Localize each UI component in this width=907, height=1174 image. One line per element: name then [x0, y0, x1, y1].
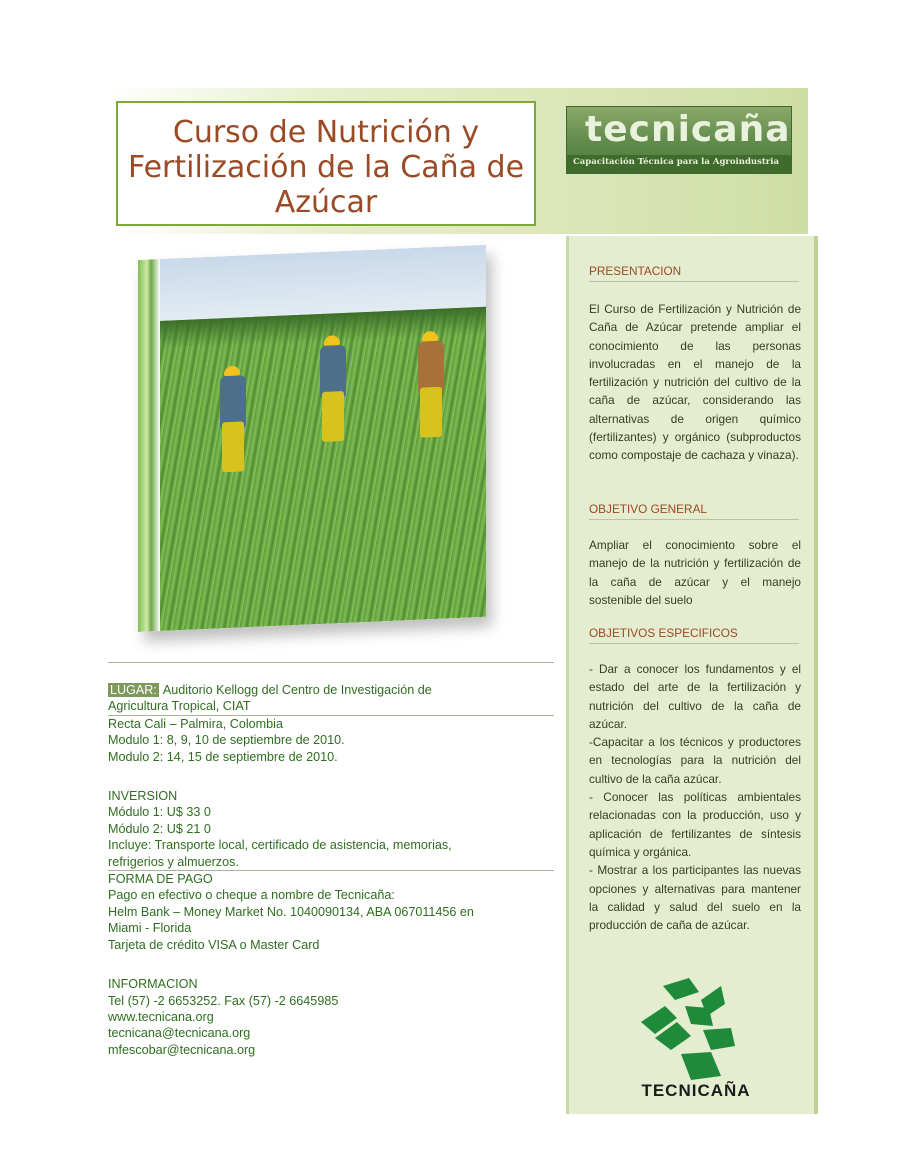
venue-line [108, 682, 554, 698]
venue-text: Auditorio Kellogg del Centro de Investigación de [162, 683, 432, 697]
presentacion-text: El Curso de Fertilización y Nutrición de Caña de Azúcar pretende ampliar el conocimiento de las personas involucradas en el manejo de la fertilización y nutrición del cultivo de la caña de azúcar, considerando las alternativas de origen químico (fertilizantes) y orgánico (subproductos como compostaje de cachaza y vinaza). [589, 302, 801, 463]
objective-item: - Mostrar a los participantes las nuevas opciones y alternativas para mantener la calidad y salud del suelo en la producción de caña de azúcar. [589, 863, 801, 933]
pago-line: Helm Bank – Money Market No. 1040090134, ABA 067011456 en [108, 904, 474, 919]
objetivos-especificos-list [589, 660, 801, 934]
lugar-tag: LUGAR: [110, 683, 157, 697]
course-details [108, 662, 554, 1058]
module-dates: Modulo 1: 8, 9, 10 de septiembre de 2010. [108, 733, 345, 748]
page-title: Curso de Nutrición y Fertilización de la Caña de Azúcar [127, 115, 525, 220]
objective-item: - Dar a conocer los fundamentos y el estado del arte de la fertilización y nutrición del cultivo de la caña de azúcar. [589, 662, 801, 731]
venue-line: Recta Cali – Palmira, Colombia [108, 716, 283, 731]
tecnicana-logo-name: TECNICAÑA [641, 1081, 751, 1100]
pago-heading: FORMA DE PAGO [108, 872, 213, 887]
worker-figure [318, 335, 348, 446]
pago-line: Pago en efectivo o cheque a nombre de Tecnicaña: [108, 888, 395, 903]
pago-line: Tarjeta de crédito VISA o Master Card [108, 937, 320, 952]
inversion-heading: INVERSION [108, 789, 178, 804]
sidebar [566, 236, 818, 1114]
includes-line: Incluye: Transporte local, certificado de asistencia, memorias, [108, 838, 452, 853]
venue-line: Agricultura Tropical, CIAT [108, 699, 251, 714]
photo-frame [138, 245, 486, 632]
tecnicana-logo-icon [641, 978, 737, 1082]
email-link[interactable]: tecnicana@tecnicana.org [108, 1026, 251, 1041]
objetivo-general-heading: OBJETIVO GENERAL [589, 502, 799, 520]
objetivo-general-text: Ampliar el conocimiento sobre el manejo de la nutrición y fertilización de la caña de azúcar y el manejo sostenible del suelo [589, 538, 801, 607]
includes-line: refrigerios y almuerzos. [108, 854, 239, 869]
banner-subtitle: Capacitación Técnica para la Agroindustria [573, 157, 779, 167]
photo-edge [138, 259, 160, 632]
title-box [116, 101, 536, 226]
worker-figure [218, 365, 248, 476]
objective-item: -Capacitar a los técnicos y productores en tecnologías para la nutrición del cultivo de la caña azúcar. [589, 735, 801, 786]
price-line: Módulo 2: U$ 21 0 [108, 821, 211, 836]
banner-word: tecnicaña [585, 109, 791, 150]
website-link[interactable]: www.tecnicana.org [108, 1009, 214, 1024]
sugarcane-field-photo [138, 244, 498, 640]
informacion-heading: INFORMACION [108, 977, 198, 992]
presentacion-heading: PRESENTACION [589, 264, 799, 282]
tecnicana-banner-logo [566, 106, 792, 174]
objetivos-especificos-heading: OBJETIVOS ESPECIFICOS [589, 626, 799, 644]
phone-line: Tel (57) -2 6653252. Fax (57) -2 6645985 [108, 993, 339, 1008]
price-line: Módulo 1: U$ 33 0 [108, 805, 211, 820]
objective-item: - Conocer las políticas ambientales relacionadas con la producción, uso y aplicación de fertilizantes de síntesis química y orgánica. [589, 790, 801, 859]
module-dates: Modulo 2: 14, 15 de septiembre de 2010. [108, 749, 338, 764]
pago-line: Miami - Florida [108, 921, 192, 936]
worker-figure [416, 331, 446, 442]
email-link[interactable]: mfescobar@tecnicana.org [108, 1042, 256, 1057]
